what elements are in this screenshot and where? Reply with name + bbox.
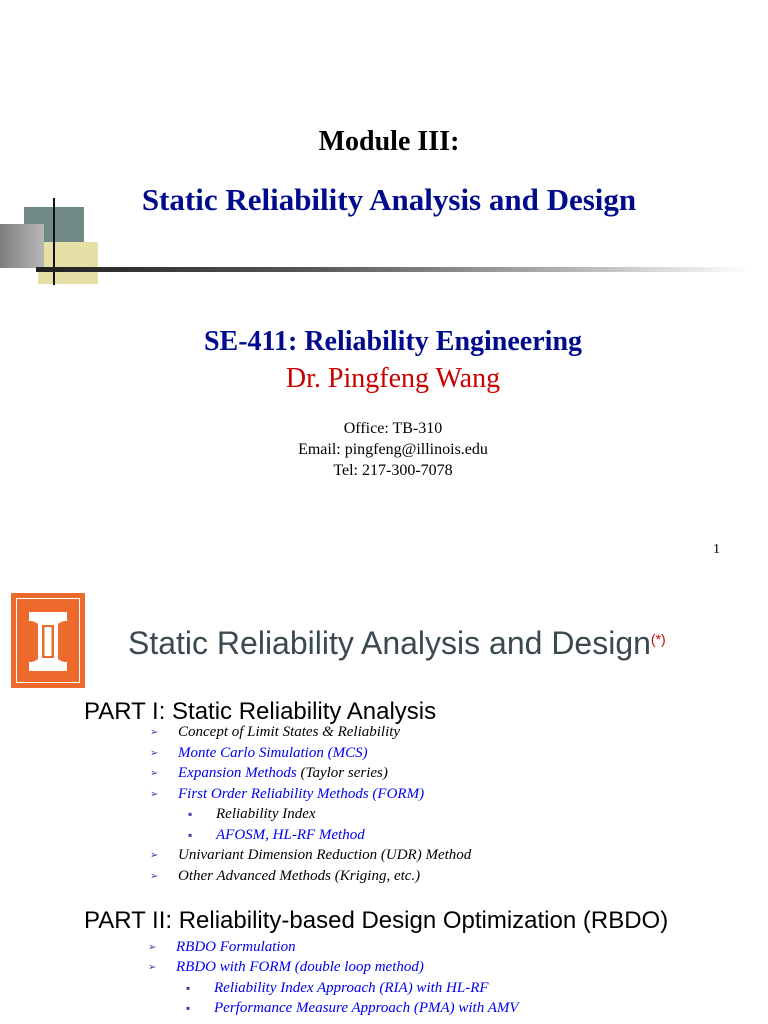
arrow-bullet-icon: ➢ [150,748,159,759]
list-item[interactable] [150,745,368,762]
square-bullet-icon: ▪ [188,807,193,821]
list-item-label: Other Advanced Methods (Kriging, etc.) [178,868,421,884]
decor-square-gray [0,224,44,268]
mcs-link[interactable]: Monte Carlo Simulation (MCS) [178,745,368,761]
list-item [150,847,472,864]
section-title-text: Static Reliability Analysis and Design [128,625,651,661]
list-item-label: Univariant Dimension Reduction (UDR) Method [178,847,472,863]
arrow-bullet-icon: ➢ [150,871,159,882]
list-item [150,868,421,885]
sub-list-item[interactable] [186,1000,519,1017]
arrow-bullet-icon: ➢ [150,789,159,800]
list-item[interactable] [148,939,296,956]
list-item[interactable] [150,786,425,803]
list-item[interactable] [150,765,388,782]
sub-list-item[interactable] [188,827,365,844]
email-info: Email: pingfeng@illinois.edu [298,441,488,458]
list-item-label: Concept of Limit States & Reliability [178,724,401,740]
tel-info: Tel: 217-300-7078 [333,462,453,479]
footnote-mark: (*) [650,631,666,647]
decor-square-yellow [38,242,98,284]
arrow-bullet-icon: ➢ [150,727,159,738]
office-info: Office: TB-310 [343,420,443,437]
professor-name: Dr. Pingfeng Wang [285,363,501,394]
decor-horizontal-rule [36,267,750,272]
form-link[interactable]: First Order Reliability Methods (FORM) [178,786,425,802]
part2-heading: PART II: Reliability-based Design Optimization (RBDO) [84,907,669,934]
module-label: Module III: [318,126,460,157]
list-item [150,724,401,741]
square-bullet-icon: ▪ [186,1001,191,1015]
expansion-methods-link[interactable]: Expansion Methods [178,765,297,781]
rbdo-form-link[interactable]: RBDO with FORM (double loop method) [176,959,424,975]
block-i-icon [11,593,85,688]
sub-list-item[interactable] [186,980,489,997]
afosm-link[interactable]: AFOSM, HL-RF Method [216,827,365,843]
slide-title: Static Reliability Analysis and Design [141,182,637,217]
part1-heading: PART I: Static Reliability Analysis [84,698,437,725]
arrow-bullet-icon: ➢ [148,962,157,973]
rbdo-formulation-link[interactable]: RBDO Formulation [176,939,296,955]
course-title: SE-411: Reliability Engineering [203,326,583,357]
square-bullet-icon: ▪ [188,828,193,842]
illinois-logo [11,593,85,688]
list-item-suffix: (Taylor series) [296,765,388,781]
arrow-bullet-icon: ➢ [150,768,159,779]
list-item-label: Reliability Index [216,806,316,822]
pma-link[interactable]: Performance Measure Approach (PMA) with AMV [214,1000,519,1016]
square-bullet-icon: ▪ [186,981,191,995]
list-item[interactable] [148,959,424,976]
section-title [128,625,666,662]
arrow-bullet-icon: ➢ [148,942,157,953]
page-number: 1 [713,542,720,557]
ria-link[interactable]: Reliability Index Approach (RIA) with HL-RF [214,980,489,996]
sub-list-item [188,806,316,823]
arrow-bullet-icon: ➢ [150,850,159,861]
